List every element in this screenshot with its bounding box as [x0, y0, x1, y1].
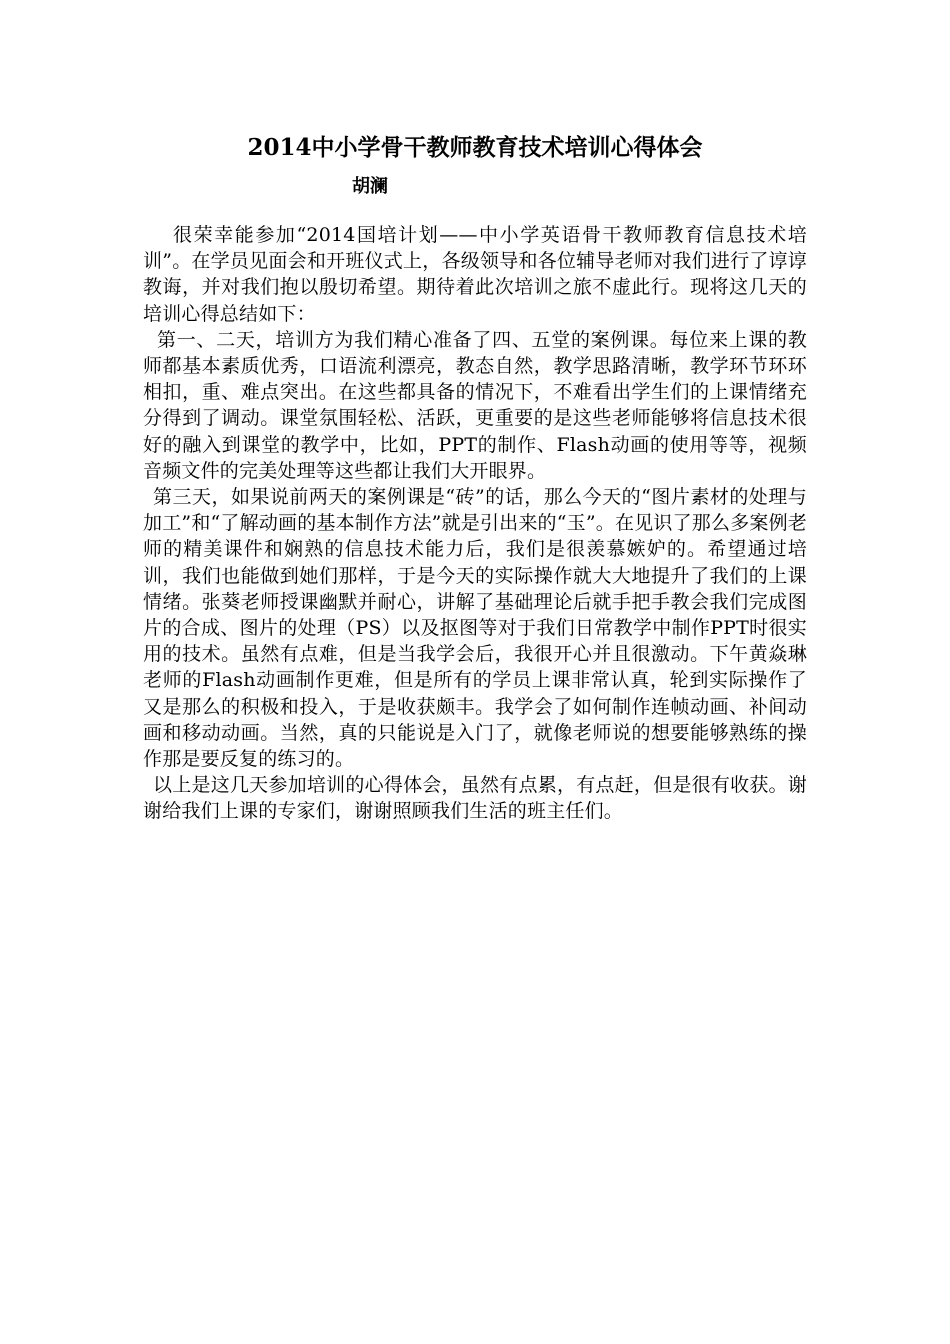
author-name: 胡澜	[352, 176, 388, 197]
document-body	[143, 222, 807, 825]
paragraph-day-one-two: 第一、二天，培训方为我们精心准备了四、五堂的案例课。每位来上课的教师都基本素质优秀，口语流利漂亮，教态自然，教学思路清晰，教学环节环环相扣，重、难点突出。在这些都具备的情况下，不难看出学生们的上课情绪充分得到了调动。课堂氛围轻松、活跃，更重要的是这些老师能够将信息技术很好的融入到课堂的教学中，比如，PPT的制作、Flash动画的使用等等，视频音频文件的完美处理等这些都让我们大开眼界。	[143, 328, 807, 482]
paragraph-intro: 很荣幸能参加“2014国培计划——中小学英语骨干教师教育信息技术培训”。在学员见面会和开班仪式上，各级领导和各位辅导老师对我们进行了谆谆教诲，并对我们抱以殷切希望。期待着此次培训之旅不虚此行。现将这几天的培训心得总结如下：	[143, 224, 807, 325]
paragraph-day-three: 第三天，如果说前两天的案例课是“砖”的话，那么今天的“图片素材的处理与加工”和“了解动画的基本制作方法”就是引出来的“玉”。在见识了那么多案例老师的精美课件和娴熟的信息技术能力后，我们是很羡慕嫉妒的。希望通过培训，我们也能做到她们那样，于是今天的实际操作就大大地提升了我们的上课情绪。张葵老师授课幽默并耐心，讲解了基础理论后就手把手教会我们完成图片的合成、图片的处理（PS）以及抠图等对于我们日常教学中制作PPT时很实用的技术。虽然有点难，但是当我学会后，我很开心并且很激动。下午黄焱琳老师的Flash动画制作更难，但是所有的学员上课非常认真，轮到实际操作了又是那么的积极和投入，于是收获颇丰。我学会了如何制作连帧动画、补间动画和移动动画。当然，真的只能说是入门了，就像老师说的想要能够熟练的操作那是要反复的练习的。	[143, 486, 807, 771]
paragraph-conclusion: 以上是这几天参加培训的心得体会，虽然有点累，有点赶，但是很有收获。谢谢给我们上课的专家们，谢谢照顾我们生活的班主任们。	[143, 774, 807, 823]
document-title: 2014中小学骨干教师教育技术培训心得体会	[247, 134, 703, 161]
